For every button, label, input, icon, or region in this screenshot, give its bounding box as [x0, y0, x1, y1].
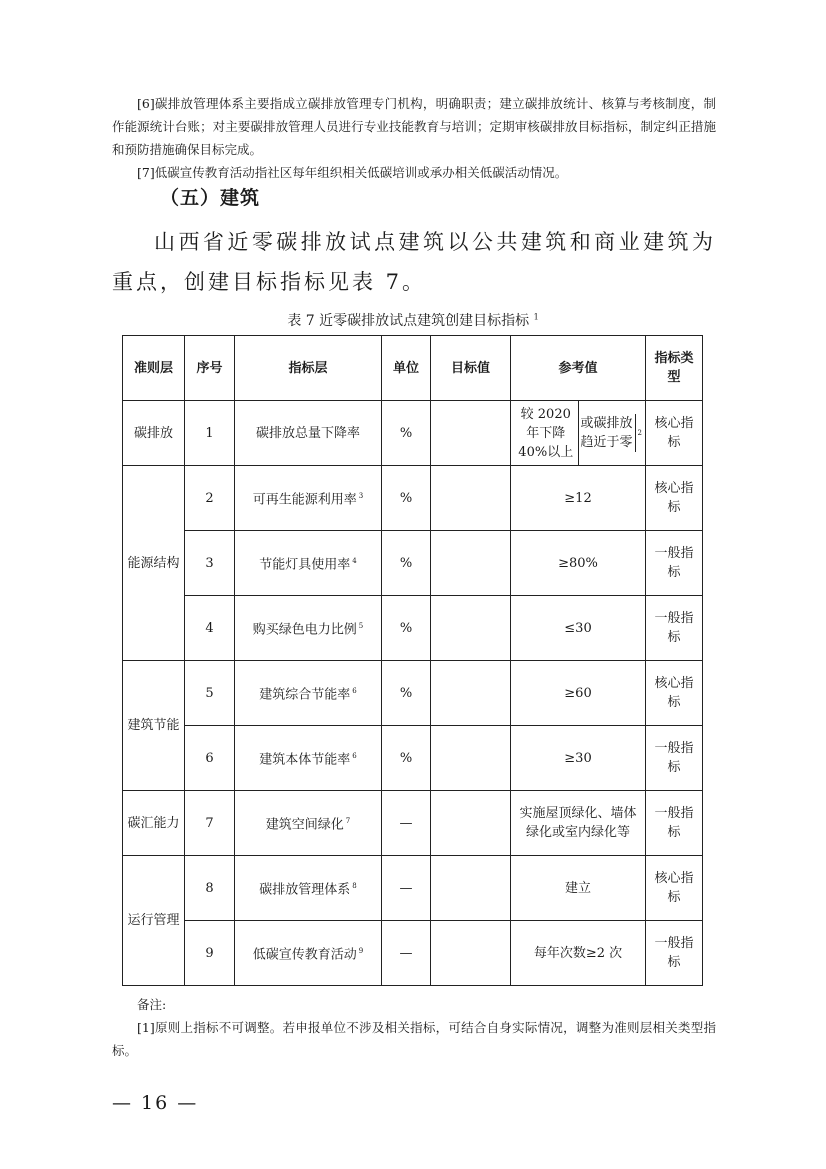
unit-cell: %	[382, 466, 431, 531]
target-cell	[431, 531, 511, 596]
body-paragraph: 山西省近零碳排放试点建筑以公共建筑和商业建筑为重点，创建目标指标见表 7。	[112, 230, 716, 294]
reference-cell	[511, 401, 646, 466]
table-row	[123, 596, 703, 661]
unit-cell: %	[382, 531, 431, 596]
type-cell: 核心指标	[646, 661, 703, 726]
indicator-table	[122, 335, 703, 986]
page-number: — 16 —	[112, 1092, 199, 1114]
reference-cell: 建立	[511, 856, 646, 921]
number-cell: 1	[185, 401, 235, 466]
target-cell	[431, 596, 511, 661]
type-cell: 一般指标	[646, 791, 703, 856]
category-cell: 碳汇能力	[123, 791, 185, 856]
unit-cell: —	[382, 791, 431, 856]
target-cell	[431, 401, 511, 466]
header-type: 指标类型	[646, 336, 703, 401]
header-reference: 参考值	[511, 336, 646, 401]
header-target: 目标值	[431, 336, 511, 401]
table-row	[123, 921, 703, 986]
unit-cell: %	[382, 661, 431, 726]
table-row	[123, 661, 703, 726]
category-cell: 碳排放	[123, 401, 185, 466]
type-cell: 一般指标	[646, 726, 703, 791]
number-cell: 8	[185, 856, 235, 921]
unit-cell: %	[382, 596, 431, 661]
target-cell	[431, 466, 511, 531]
header-unit: 单位	[382, 336, 431, 401]
target-cell	[431, 661, 511, 726]
target-cell	[431, 726, 511, 791]
number-cell: 2	[185, 466, 235, 531]
indicator-cell: 碳排放管理体系 $^8$	[235, 856, 382, 921]
table-row	[123, 401, 703, 466]
indicator-label: 碳排放总量下降率	[255, 425, 360, 441]
number-cell: 7	[185, 791, 235, 856]
indicator-cell: 可再生能源利用率 $^3$	[235, 466, 382, 531]
table-row	[123, 856, 703, 921]
table-caption	[0, 310, 826, 330]
table-row	[123, 531, 703, 596]
reference-cell: 实施屋顶绿化、墙体绿化或室内绿化等	[511, 791, 646, 856]
header-indicator: 指标层	[235, 336, 382, 401]
table-row	[123, 791, 703, 856]
type-cell: 核心指标	[646, 401, 703, 466]
footnote-6: [6]碳排放管理体系主要指成立碳排放管理专门机构，明确职责；建立碳排放统计、核算与考核制度，制作能源统计台账；对主要碳排放管理人员进行专业技能教育与培训；定期审核碳排放目标指标，制定纠正措施和预防措施确保目标完成。	[112, 96, 716, 157]
reference-option-a: 较 2020 年下降 40%以上	[514, 401, 579, 465]
type-cell: 核心指标	[646, 856, 703, 921]
type-cell: 一般指标	[646, 921, 703, 986]
indicator-cell: 低碳宣传教育活动 $^9$	[235, 921, 382, 986]
unit-cell: %	[382, 726, 431, 791]
footnote-1: [1]原则上指标不可调整。若申报单位不涉及相关指标，可结合自身实际情况，调整为准则层相关类型指标。	[112, 1020, 716, 1058]
target-cell	[431, 856, 511, 921]
unit-cell: —	[382, 921, 431, 986]
table-notes	[112, 993, 716, 1062]
reference-cell: ≥60	[511, 661, 646, 726]
reference-cell: ≥30	[511, 726, 646, 791]
footnote-7: [7]低碳宣传教育活动指社区每年组织相关低碳培训或承办相关低碳活动情况。	[137, 165, 568, 180]
number-cell: 3	[185, 531, 235, 596]
category-cell: 建筑节能	[123, 661, 185, 791]
reference-cell: ≤30	[511, 596, 646, 661]
reference-cell: ≥12	[511, 466, 646, 531]
table-row	[123, 726, 703, 791]
indicator-cell: 节能灯具使用率 $^4$	[235, 531, 382, 596]
table-caption-text: 表 7 近零碳排放试点建筑创建目标指标	[287, 313, 530, 329]
number-cell: 9	[185, 921, 235, 986]
number-cell: 6	[185, 726, 235, 791]
reference-cell: 每年次数≥2 次	[511, 921, 646, 986]
category-cell: 能源结构	[123, 466, 185, 661]
category-cell: 运行管理	[123, 856, 185, 986]
type-cell: 一般指标	[646, 596, 703, 661]
target-cell	[431, 921, 511, 986]
reference-cell: ≥80%	[511, 531, 646, 596]
notes-label: 备注:	[137, 997, 167, 1012]
table-caption-footnote-ref: 1	[533, 312, 539, 322]
table-row	[123, 466, 703, 531]
target-cell	[431, 791, 511, 856]
header-number: 序号	[185, 336, 235, 401]
unit-cell: %	[382, 401, 431, 466]
unit-cell: —	[382, 856, 431, 921]
indicator-cell: 建筑空间绿化 $^7$	[235, 791, 382, 856]
indicator-cell	[235, 401, 382, 466]
type-cell: 一般指标	[646, 531, 703, 596]
header-category: 准则层	[123, 336, 185, 401]
type-cell: 核心指标	[646, 466, 703, 531]
indicator-cell: 建筑综合节能率 $^6$	[235, 661, 382, 726]
reference-option-b: 或碳排放趋近于零 2	[580, 416, 642, 450]
footnotes-top	[112, 92, 716, 184]
number-cell: 4	[185, 596, 235, 661]
indicator-cell: 购买绿色电力比例 $^5$	[235, 596, 382, 661]
number-cell: 5	[185, 661, 235, 726]
table-header-row	[123, 336, 703, 401]
indicator-cell: 建筑本体节能率 $^6$	[235, 726, 382, 791]
section-heading: （五）建筑	[160, 187, 261, 209]
